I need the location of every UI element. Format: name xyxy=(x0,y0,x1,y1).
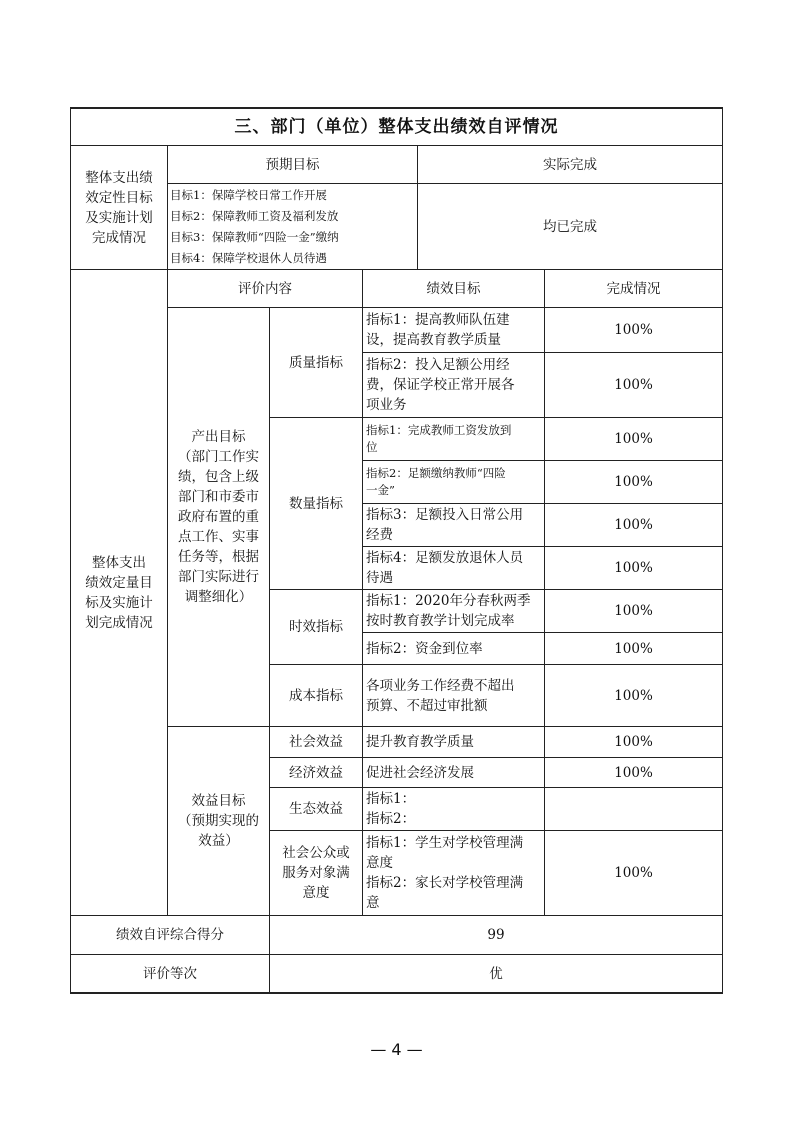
quality-goal-1 xyxy=(363,308,544,352)
goal-line: 位 xyxy=(366,440,378,454)
quality-goal-2 xyxy=(363,353,544,417)
timeliness-status-1: 100% xyxy=(614,603,653,619)
quality-indicator-label: 质量指标 xyxy=(289,354,343,371)
label-line: 划完成情况 xyxy=(85,614,153,631)
ecological-benefit-status xyxy=(545,788,722,830)
label-line: 调整细化） xyxy=(184,589,253,605)
goal-line: 指标2：资金到位率 xyxy=(366,640,483,657)
quality-status-1: 100% xyxy=(614,322,653,338)
quantity-goal-4 xyxy=(363,547,544,589)
section-title: 三、部门（单位）整体支出绩效自评情况 xyxy=(234,117,559,137)
quantity-status-2: 100% xyxy=(614,474,653,490)
label-line: 政府布置的重 xyxy=(178,509,259,525)
expected-targets-list xyxy=(170,185,416,269)
label-line: 意度 xyxy=(302,885,330,901)
label-line: 社会公众或 xyxy=(282,845,350,861)
expected-target-header: 预期目标 xyxy=(265,156,320,173)
goal-line: 指标4：足额发放退休人员 xyxy=(366,550,524,566)
cost-status: 100% xyxy=(614,687,653,704)
goal-line: 意 xyxy=(366,895,380,911)
quantity-status-4: 100% xyxy=(614,560,653,576)
goal-line: 各项业务工作经费不超出 xyxy=(366,677,515,694)
quantity-indicator-label: 数量指标 xyxy=(289,495,343,512)
social-benefit-label: 社会效益 xyxy=(289,734,343,750)
label-line: 及实施计划 xyxy=(85,209,153,226)
label-line: 服务对象满 xyxy=(282,865,350,881)
goal-line: 指标1：提高教师队伍建 xyxy=(366,312,510,328)
label-line: 绩效定量目 xyxy=(85,574,153,591)
label-line: 部门和市委市 xyxy=(178,489,259,505)
label-line: 效益） xyxy=(198,833,239,849)
goal-line: 预算、不超过审批额 xyxy=(366,697,488,714)
goal-line: 项业务 xyxy=(366,397,407,413)
timeliness-indicator-label: 时效指标 xyxy=(289,619,343,635)
qualitative-target-label xyxy=(71,146,167,269)
goal-line: 一金” xyxy=(366,483,395,497)
satisfaction-label xyxy=(270,831,362,915)
goal-line: 费，保证学校正常开展各 xyxy=(366,377,515,393)
label-line: 部门实际进行 xyxy=(178,569,259,585)
label-line: （预期实现的 xyxy=(178,813,259,829)
quality-status-2: 100% xyxy=(614,377,653,393)
label-line: 完成情况 xyxy=(92,229,146,246)
output-goal-label xyxy=(168,308,269,726)
goal-line: 指标2：家长对学校管理满 xyxy=(366,875,524,891)
social-benefit-goal: 提升教育教学质量 xyxy=(366,734,474,750)
label-line: 效益目标 xyxy=(191,793,246,809)
goal-line: 指标1： xyxy=(366,791,416,807)
label-line: 效定性目标 xyxy=(85,189,153,206)
label-line: 标及实施计 xyxy=(85,594,153,611)
goal-line: 指标2：足额缴纳教师“四险 xyxy=(366,466,506,480)
label-line: 整体支出绩 xyxy=(85,169,153,186)
completion-status-header: 完成情况 xyxy=(606,280,661,297)
target-item: 目标2：保障教师工资及福利发放 xyxy=(170,209,339,223)
label-line: 任务等，根据 xyxy=(178,549,259,565)
label-line: 整体支出 xyxy=(92,554,146,571)
grade-label: 评价等次 xyxy=(143,965,197,982)
page-number: — 4 — xyxy=(370,1040,423,1059)
goal-line: 意度 xyxy=(366,855,393,871)
quantity-goal-1 xyxy=(363,418,544,460)
economic-benefit-status: 100% xyxy=(614,764,653,781)
target-item: 目标4：保障学校退休人员待遇 xyxy=(170,251,327,265)
goal-line: 待遇 xyxy=(366,570,393,586)
goal-line: 指标2：投入足额公用经 xyxy=(366,357,510,373)
goal-line: 指标2： xyxy=(366,811,416,827)
label-line: （部门工作实 xyxy=(178,449,259,465)
goal-line: 指标1：完成教师工资发放到 xyxy=(366,423,512,437)
goal-line: 指标1：2020年分春秋两季 xyxy=(366,593,531,609)
target-item: 目标3：保障教师“四险一金”缴纳 xyxy=(170,230,339,244)
actual-completion-value: 均已完成 xyxy=(543,218,597,235)
label-line: 点工作、实事 xyxy=(178,529,259,545)
goal-line: 按时教育教学计划完成率 xyxy=(366,613,515,629)
label-line: 产出目标 xyxy=(191,429,246,445)
evaluation-content-header: 评价内容 xyxy=(238,280,292,297)
score-value: 99 xyxy=(487,927,505,943)
label-line: 绩，包含上级 xyxy=(178,469,259,485)
social-benefit-status: 100% xyxy=(614,734,653,750)
quantitative-target-label xyxy=(71,270,167,915)
satisfaction-goal xyxy=(363,831,544,915)
economic-benefit-goal: 促进社会经济发展 xyxy=(366,764,474,781)
quantity-goal-2 xyxy=(363,461,544,503)
quantity-goal-3 xyxy=(363,504,544,546)
timeliness-goal-1 xyxy=(363,590,544,632)
actual-completion-header: 实际完成 xyxy=(543,156,597,173)
score-label: 绩效自评综合得分 xyxy=(116,927,224,943)
grade-value: 优 xyxy=(489,965,503,982)
timeliness-status-2: 100% xyxy=(614,640,653,657)
goal-line: 经费 xyxy=(366,527,393,543)
ecological-benefit-label: 生态效益 xyxy=(289,801,343,817)
satisfaction-status: 100% xyxy=(614,865,653,881)
goal-line: 设，提高教育教学质量 xyxy=(366,332,501,348)
cost-goal xyxy=(363,665,544,726)
benefit-goal-label xyxy=(168,727,269,915)
goal-line: 指标1：学生对学校管理满 xyxy=(366,835,524,851)
goal-line: 指标3：足额投入日常公用 xyxy=(366,507,524,523)
economic-benefit-label: 经济效益 xyxy=(289,764,343,781)
timeliness-goal-2 xyxy=(363,633,544,664)
quantity-status-3: 100% xyxy=(614,517,653,533)
cost-indicator-label: 成本指标 xyxy=(289,687,343,704)
ecological-benefit-goal xyxy=(363,788,544,830)
performance-goal-header: 绩效目标 xyxy=(426,280,481,297)
quantity-status-1: 100% xyxy=(614,431,653,447)
target-item: 目标1：保障学校日常工作开展 xyxy=(170,188,327,202)
